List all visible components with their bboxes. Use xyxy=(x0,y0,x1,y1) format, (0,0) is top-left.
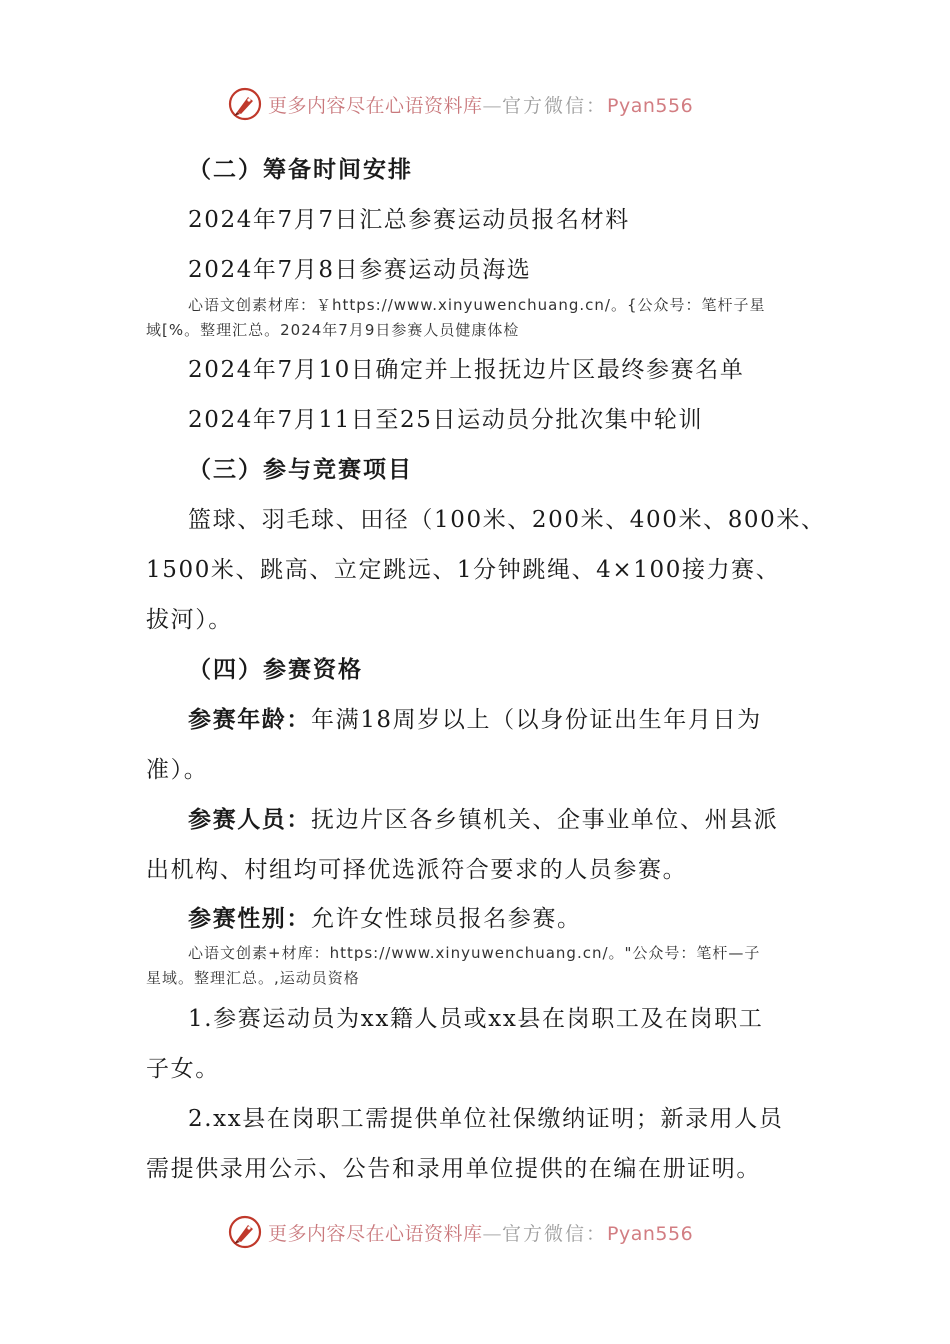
schedule-line-1: 2024年7月7日汇总参赛运动员报名材料 xyxy=(188,207,630,233)
gender-label: 参赛性别： xyxy=(188,905,311,932)
banner-separator: — xyxy=(482,1222,503,1245)
requirement-1-line-2: 子女。 xyxy=(146,1056,220,1082)
banner-wechat-id: Pyan556 xyxy=(607,94,694,117)
banner-main-text: 更多内容尽在心语资料库 xyxy=(268,94,483,117)
people-paragraph-cont: 出机构、村组均可择优选派符合要求的人员参赛。 xyxy=(146,857,688,883)
schedule-line-5: 2024年7月11日至25日运动员分批次集中轮训 xyxy=(188,407,704,433)
banner-separator: — xyxy=(482,94,503,117)
banner-official-label: 官方微信： xyxy=(502,94,608,117)
events-line-1: 篮球、羽毛球、田径（100米、200米、400米、800米、 xyxy=(188,507,826,533)
gender-paragraph xyxy=(188,904,582,934)
watermark-text-1b: 域[%。整理汇总。2024年7月9日参赛人员健康体检 xyxy=(146,321,520,339)
banner-official-label: 官方微信： xyxy=(502,1222,608,1245)
watermark-text-2b: 星域。整理汇总。,运动员资格 xyxy=(146,969,360,987)
banner-text xyxy=(268,91,693,118)
section-heading-4: （四）参赛资格 xyxy=(188,657,363,683)
header-banner xyxy=(228,84,748,124)
events-line-2: 1500米、跳高、立定跳远、1分钟跳绳、4×100接力赛、 xyxy=(146,557,781,583)
people-paragraph xyxy=(188,805,778,835)
footer-banner xyxy=(228,1212,748,1252)
pen-nib-logo-icon xyxy=(228,87,262,121)
banner-wechat-id: Pyan556 xyxy=(607,1222,694,1245)
age-label: 参赛年龄： xyxy=(188,706,311,733)
requirement-1-line-1: 1.参赛运动员为xx籍人员或xx县在岗职工及在岗职工 xyxy=(188,1006,764,1032)
watermark-text-1a: 心语文创素材库：￥https://www.xinyuwenchuang.cn/。{公众号：笔杆子星 xyxy=(188,296,766,314)
age-paragraph-cont: 准）。 xyxy=(146,757,209,783)
people-text: 抚边片区各乡镇机关、企事业单位、州县派 xyxy=(311,807,779,833)
schedule-line-2: 2024年7月8日参赛运动员海选 xyxy=(188,257,532,283)
requirement-2-line-2: 需提供录用公示、公告和录用单位提供的在编在册证明。 xyxy=(146,1156,761,1182)
gender-text: 允许女性球员报名参赛。 xyxy=(311,906,582,932)
section-heading-3: （三）参与竞赛项目 xyxy=(188,457,413,483)
section-heading-2: （二）筹备时间安排 xyxy=(188,157,413,183)
banner-text xyxy=(268,1219,693,1246)
age-text: 年满18周岁以上（以身份证出生年月日为 xyxy=(311,707,762,733)
people-label: 参赛人员： xyxy=(188,806,311,833)
watermark-text-2a: 心语文创素+材库：https://www.xinyuwenchuang.cn/。"公众号：笔杆—子 xyxy=(188,944,761,962)
age-paragraph xyxy=(188,705,762,735)
banner-main-text: 更多内容尽在心语资料库 xyxy=(268,1222,483,1245)
pen-nib-logo-icon xyxy=(228,1215,262,1249)
requirement-2-line-1: 2.xx县在岗职工需提供单位社保缴纳证明；新录用人员 xyxy=(188,1106,784,1132)
events-line-3: 拔河）。 xyxy=(146,607,233,633)
schedule-line-4: 2024年7月10日确定并上报抚边片区最终参赛名单 xyxy=(188,357,745,383)
